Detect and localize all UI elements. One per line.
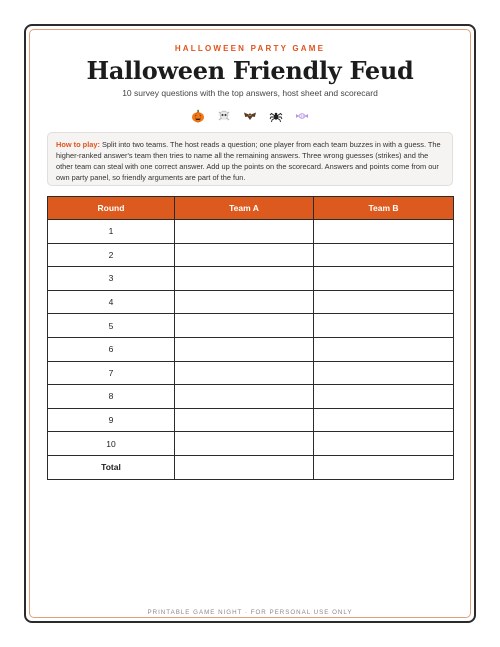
team-a-score-cell	[175, 220, 314, 244]
scorecard-header-row	[48, 197, 454, 220]
team-b-score-cell	[314, 267, 454, 291]
table-row	[48, 220, 454, 244]
decor-icon-row	[0, 108, 500, 124]
round-number: 2	[48, 243, 175, 267]
team-b-score-cell	[314, 314, 454, 338]
team-a-score-cell	[175, 361, 314, 385]
team-b-score-cell	[314, 385, 454, 409]
team-a-score-cell	[175, 290, 314, 314]
team-a-score-cell	[175, 243, 314, 267]
skull-crossbones-icon	[216, 108, 232, 124]
team-a-score-cell	[175, 408, 314, 432]
team-a-score-cell	[175, 314, 314, 338]
table-row	[48, 408, 454, 432]
team-a-total-cell	[175, 455, 314, 479]
team-b-score-cell	[314, 361, 454, 385]
team-a-score-cell	[175, 267, 314, 291]
team-b-score-cell	[314, 220, 454, 244]
table-row	[48, 361, 454, 385]
team-b-score-cell	[314, 432, 454, 456]
round-number: 4	[48, 290, 175, 314]
table-row	[48, 385, 454, 409]
team-a-score-cell	[175, 385, 314, 409]
spider-icon	[268, 108, 284, 124]
team-b-score-cell	[314, 337, 454, 361]
team-b-score-cell	[314, 243, 454, 267]
page-title: Halloween Friendly Feud	[86, 56, 414, 85]
column-header-team-b: Team B	[314, 197, 454, 220]
round-number: 3	[48, 267, 175, 291]
team-b-total-cell	[314, 455, 454, 479]
round-number: 7	[48, 361, 175, 385]
column-header-round: Round	[48, 197, 175, 220]
round-number: 5	[48, 314, 175, 338]
eyebrow-label: HALLOWEEN PARTY GAME	[174, 44, 326, 53]
how-to-play-box	[47, 132, 453, 186]
how-to-play-text: Split into two teams. The host reads a question; one player from each team buzzes in with a guess. The higher-ranked answer's team then tries to name all the remaining answers. Three wrong guesses (strikes) and the other team can steal with one correct answer. Add up the points on the scorecard. Answers and points come from our own party panel, so friendly arguments are part of the fun.	[56, 140, 441, 182]
footer-note: PRINTABLE GAME NIGHT · FOR PERSONAL USE ONLY	[147, 609, 353, 616]
round-number: 8	[48, 385, 175, 409]
round-number: 10	[48, 432, 175, 456]
table-row	[48, 432, 454, 456]
team-b-score-cell	[314, 408, 454, 432]
how-to-play-label: How to play:	[56, 140, 100, 149]
page-subtitle: 10 survey questions with the top answers, host sheet and scorecard	[122, 88, 378, 98]
scorecard-table	[47, 196, 454, 480]
round-number: 6	[48, 337, 175, 361]
table-row	[48, 290, 454, 314]
table-row	[48, 314, 454, 338]
bat-icon	[242, 108, 258, 124]
table-row	[48, 337, 454, 361]
team-b-score-cell	[314, 290, 454, 314]
total-label: Total	[48, 455, 175, 479]
table-row	[48, 243, 454, 267]
team-a-score-cell	[175, 432, 314, 456]
round-number: 9	[48, 408, 175, 432]
column-header-team-a: Team A	[175, 197, 314, 220]
round-number: 1	[48, 220, 175, 244]
table-row	[48, 267, 454, 291]
total-row	[48, 455, 454, 479]
candy-icon	[294, 108, 310, 124]
pumpkin-icon	[190, 108, 206, 124]
team-a-score-cell	[175, 337, 314, 361]
